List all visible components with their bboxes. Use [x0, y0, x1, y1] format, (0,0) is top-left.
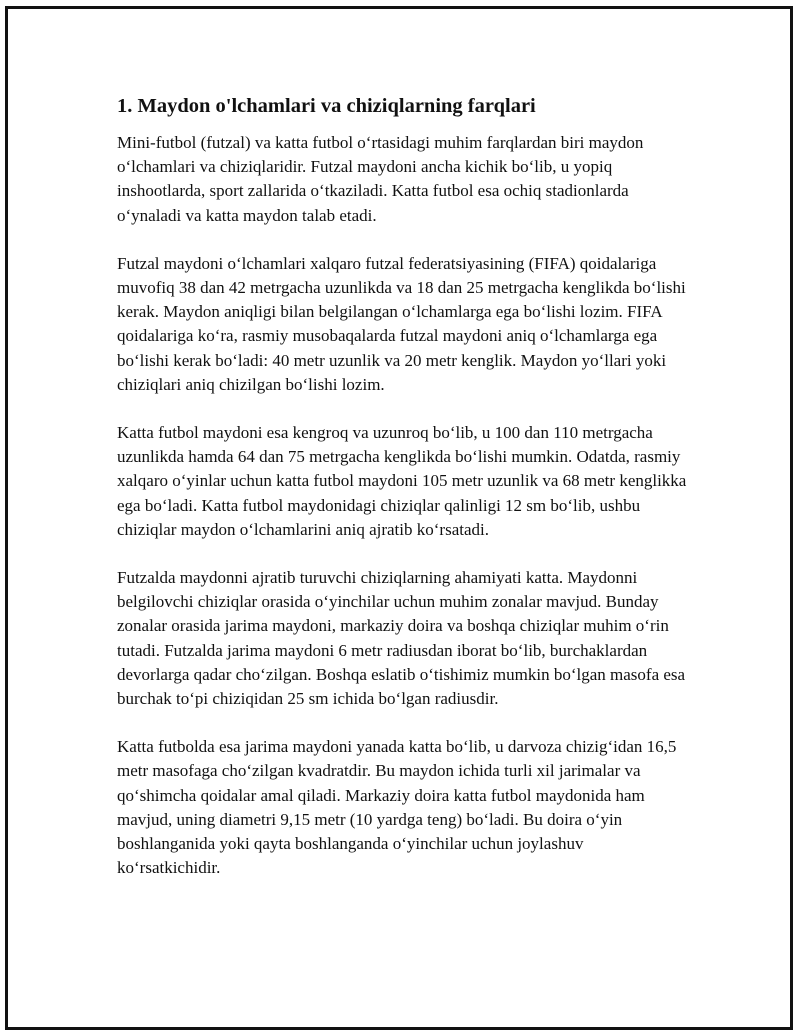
section-heading: 1. Maydon o'lchamlari va chiziqlarning farqlari	[117, 95, 536, 117]
paragraph-2: Futzal maydoni o‘lchamlari xalqaro futzal federatsiyasining (FIFA) qoidalariga muvofiq 38 dan 42 metrgacha uzunlikda va 18 dan 25 metrgacha kenglikda bo‘lishi kerak. Maydon aniqligi bilan belgilangan o‘lchamlarga ega bo‘lishi lozim. FIFA qoidalariga ko‘ra, rasmiy musobaqalarda futzal maydoni aniq o‘lchamlarga ega bo‘lishi kerak bo‘ladi: 40 metr uzunlik va 20 metr kenglik. Maydon yo‘llari yoki chiziqlari aniq chizilgan bo‘lishi lozim.	[117, 253, 686, 394]
paragraph-1: Mini-futbol (futzal) va katta futbol o‘rtasidagi muhim farqlardan biri maydon o‘lchamlari va chiziqlaridir. Futzal maydoni ancha kichik bo‘lib, u yopiq inshootlarda, sport zallarida o‘tkaziladi. Katta futbol esa ochiq stadionlarda o‘ynaladi va katta maydon talab etadi.	[117, 133, 644, 225]
paragraph-5: Katta futbolda esa jarima maydoni yanada katta bo‘lib, u darvoza chizig‘idan 16,5 metr masofaga cho‘zilgan kvadratdir. Bu maydon ichida turli xil jarimalar va qo‘shimcha qoidalar amal qiladi. Markaziy doira katta futbol maydonida ham mavjud, uning diametri 9,15 metr (10 yardga teng) bo‘ladi. Bu doira o‘yin boshlanganida yoki qayta boshlanganda o‘yinchilar uchun joylashuv ko‘rsatkichidir.	[117, 737, 677, 878]
document-body	[117, 92, 689, 904]
paragraph-4: Futzalda maydonni ajratib turuvchi chiziqlarning ahamiyati katta. Maydonni belgilovchi chiziqlar orasida o‘yinchilar uchun muhim zonalar mavjud. Bunday zonalar orasida jarima maydoni, markaziy doira va boshqa chiziqlar muhim o‘rin tutadi. Futzalda jarima maydoni 6 metr radiusdan iborat bo‘lib, burchaklardan devorlarga qadar cho‘zilgan. Boshqa eslatib o‘tishimiz mumkin bo‘lgan masofa esa burchak to‘pi chiziqidan 25 sm ichida bo‘lgan radiusdir.	[117, 568, 686, 709]
paragraph-3: Katta futbol maydoni esa kengroq va uzunroq bo‘lib, u 100 dan 110 metrgacha uzunlikda hamda 64 dan 75 metrgacha kenglikda bo‘lishi mumkin. Odatda, rasmiy xalqaro o‘yinlar uchun katta futbol maydoni 105 metr uzunlik va 68 metr kenglikka ega bo‘ladi. Katta futbol maydonidagi chiziqlar qalinligi 12 sm bo‘lib, ushbu chiziqlar maydon o‘lchamlarini aniq ajratib ko‘rsatadi.	[117, 423, 687, 539]
